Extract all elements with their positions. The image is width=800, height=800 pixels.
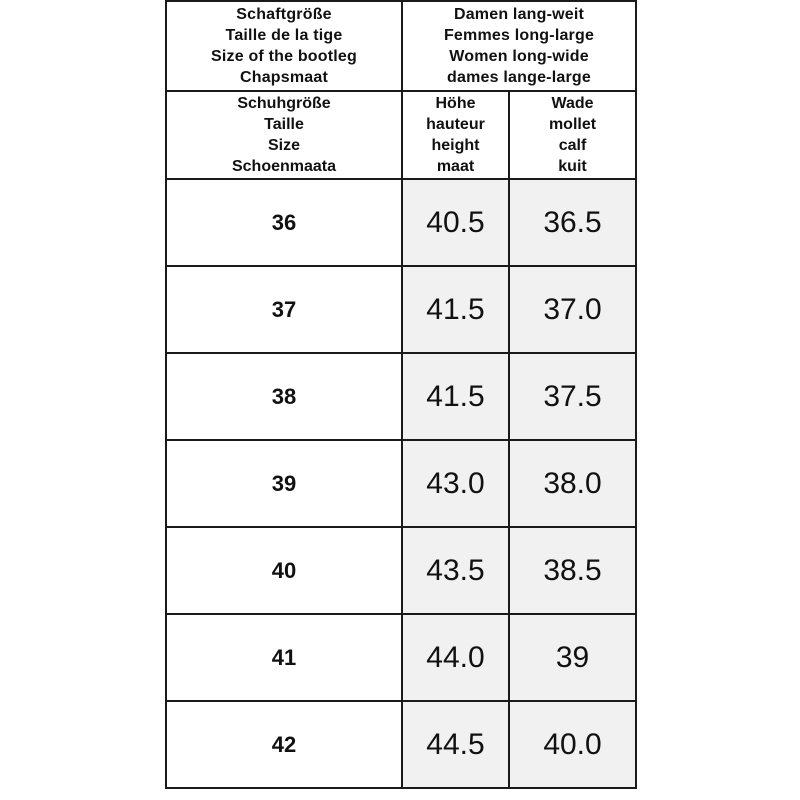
height-value-cell: 44.5	[402, 701, 509, 788]
calf-value-cell: 37.0	[509, 266, 636, 353]
height-label-de: Höhe	[435, 95, 476, 112]
table-row	[166, 614, 636, 701]
calf-value-cell: 37.5	[509, 353, 636, 440]
shoe-size-cell: 40	[166, 527, 402, 614]
height-value-cell: 44.0	[402, 614, 509, 701]
calf-label-en: calf	[558, 137, 587, 154]
shoe-size-cell: 37	[166, 266, 402, 353]
bootleg-size-label-fr: Taille de la tige	[225, 27, 343, 44]
bootleg-size-label-nl: Chapsmaat	[239, 69, 329, 86]
height-label-en: height	[431, 137, 480, 154]
table-row	[166, 353, 636, 440]
fit-type-label-fr: Femmes long-large	[443, 27, 595, 44]
calf-header	[509, 91, 636, 179]
calf-value-cell: 38.0	[509, 440, 636, 527]
bootleg-size-label-de: Schaftgröße	[236, 6, 332, 23]
calf-value-cell: 36.5	[509, 179, 636, 266]
fit-type-header	[402, 1, 636, 91]
header-row-columns	[166, 91, 636, 179]
shoe-size-cell: 36	[166, 179, 402, 266]
header-row-bootleg	[166, 1, 636, 91]
table-row	[166, 440, 636, 527]
shoe-size-label-fr: Taille	[264, 116, 304, 133]
shoe-size-label-de: Schuhgröße	[237, 95, 331, 112]
height-value-cell: 40.5	[402, 179, 509, 266]
height-header	[402, 91, 509, 179]
table-row	[166, 527, 636, 614]
height-value-cell: 43.5	[402, 527, 509, 614]
calf-label-nl: kuit	[558, 158, 587, 175]
height-label-nl: maat	[436, 158, 475, 175]
shoe-size-cell: 38	[166, 353, 402, 440]
calf-label-fr: mollet	[548, 116, 597, 133]
calf-value-cell: 40.0	[509, 701, 636, 788]
fit-type-label-nl: dames lange-large	[447, 69, 591, 86]
table-row	[166, 179, 636, 266]
table-row	[166, 266, 636, 353]
height-value-cell: 41.5	[402, 266, 509, 353]
calf-value-cell: 39	[509, 614, 636, 701]
height-value-cell: 41.5	[402, 353, 509, 440]
height-value-cell: 43.0	[402, 440, 509, 527]
shoe-size-cell: 39	[166, 440, 402, 527]
height-label-fr: hauteur	[426, 116, 485, 133]
shoe-size-cell: 42	[166, 701, 402, 788]
calf-value-cell: 38.5	[509, 527, 636, 614]
fit-type-label-en: Women long-wide	[449, 48, 589, 65]
bootleg-size-label-en: Size of the bootleg	[210, 48, 358, 65]
shoe-size-header	[166, 91, 402, 179]
shoe-size-label-nl: Schoenmaata	[231, 158, 337, 175]
fit-type-label-de: Damen lang-weit	[453, 6, 585, 23]
boot-size-chart	[165, 0, 637, 789]
calf-label-de: Wade	[551, 95, 594, 112]
bootleg-size-header	[166, 1, 402, 91]
shoe-size-label-en: Size	[267, 137, 300, 154]
table-row	[166, 701, 636, 788]
shoe-size-cell: 41	[166, 614, 402, 701]
